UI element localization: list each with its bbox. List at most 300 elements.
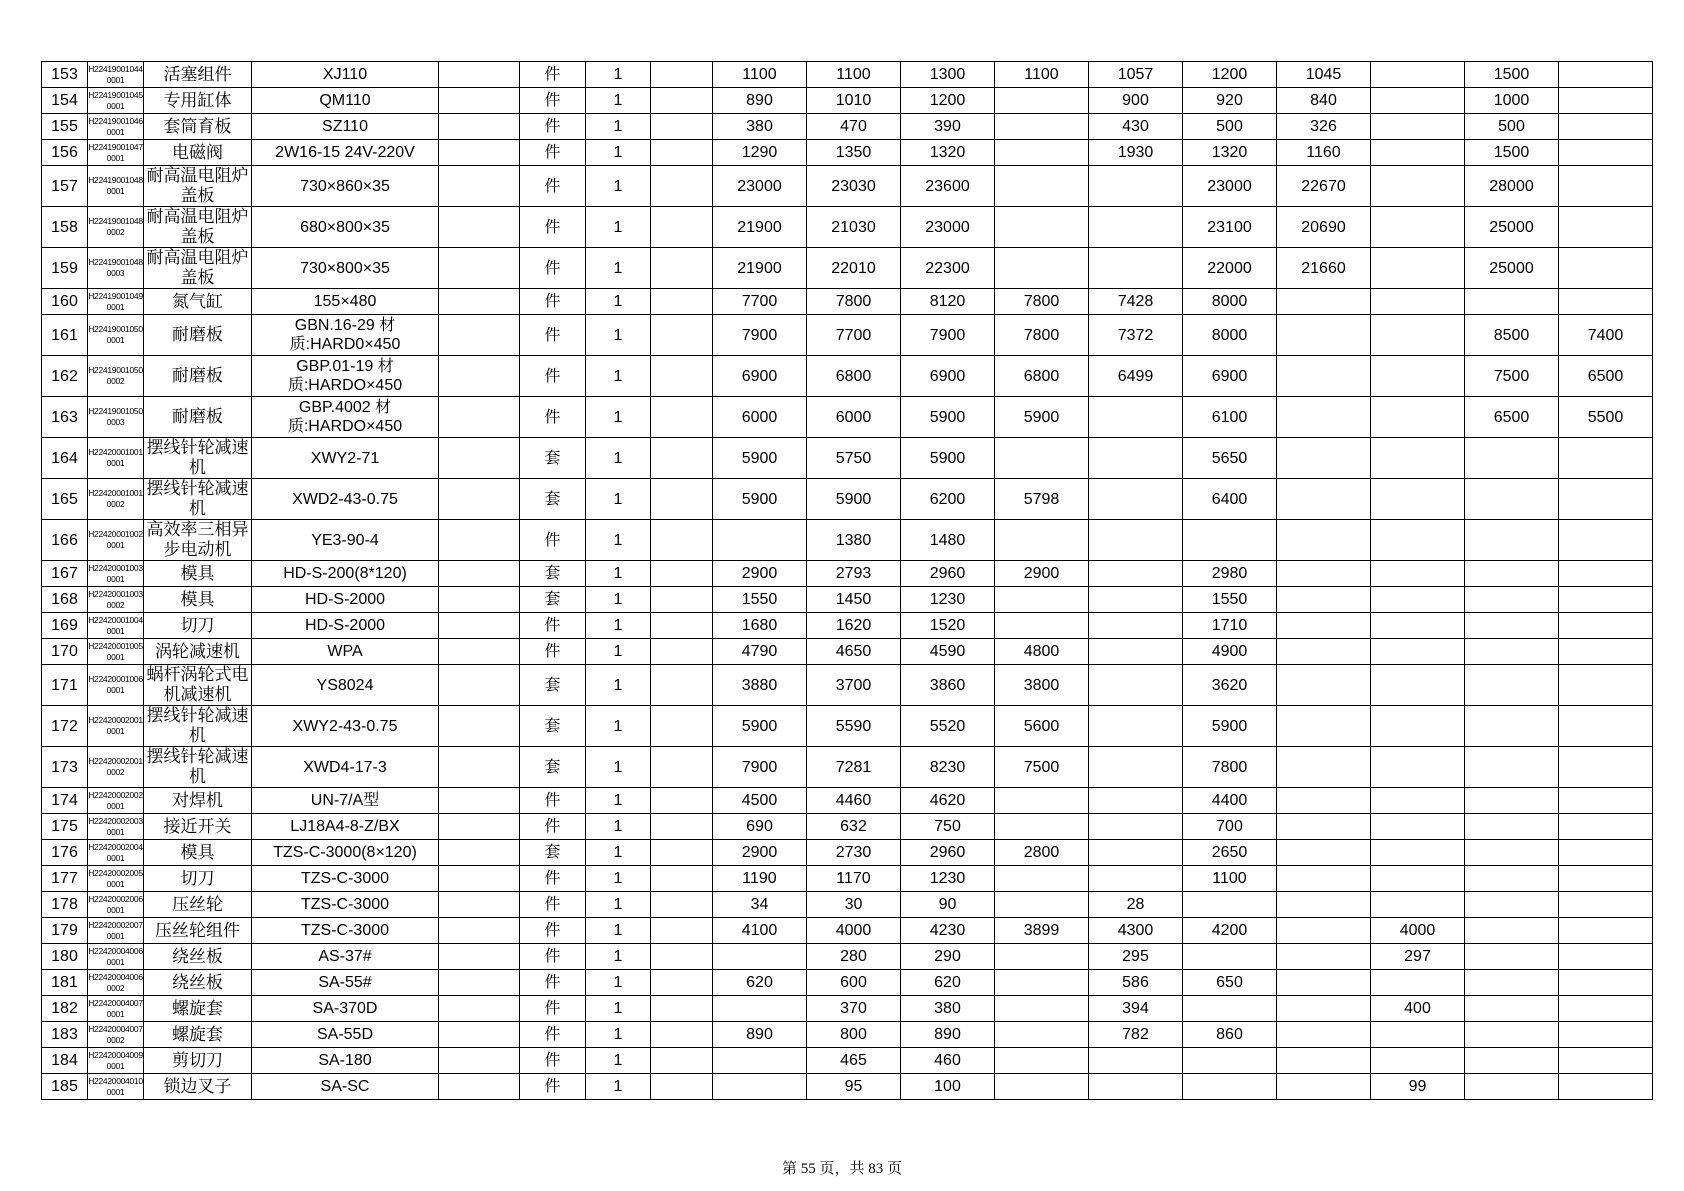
table-row bbox=[42, 892, 1653, 918]
item-spec: QM110 bbox=[252, 88, 439, 114]
price-cell bbox=[1371, 665, 1465, 706]
item-spec: TZS-C-3000(8×120) bbox=[252, 840, 439, 866]
price-cell: 690 bbox=[713, 814, 807, 840]
item-name: 套筒育板 bbox=[144, 114, 252, 140]
item-name: 摆线针轮减速机 bbox=[144, 706, 252, 747]
price-cell bbox=[1277, 840, 1371, 866]
item-code: H224200010010002 bbox=[88, 479, 144, 520]
item-unit: 件 bbox=[520, 62, 586, 88]
price-cell: 7281 bbox=[807, 747, 901, 788]
item-name: 耐高温电阻炉盖板 bbox=[144, 248, 252, 289]
blank-cell bbox=[651, 207, 713, 248]
table-row bbox=[42, 248, 1653, 289]
price-cell: 1930 bbox=[1089, 140, 1183, 166]
price-cell: 22300 bbox=[901, 248, 995, 289]
price-cell bbox=[1277, 289, 1371, 315]
price-cell bbox=[1183, 996, 1277, 1022]
price-cell bbox=[1371, 747, 1465, 788]
price-cell bbox=[1559, 918, 1653, 944]
price-cell: 25000 bbox=[1465, 207, 1559, 248]
price-cell bbox=[1371, 814, 1465, 840]
price-cell: 600 bbox=[807, 970, 901, 996]
row-number: 182 bbox=[42, 996, 88, 1022]
item-spec: SA-55# bbox=[252, 970, 439, 996]
item-unit: 件 bbox=[520, 814, 586, 840]
blank-cell bbox=[651, 397, 713, 438]
price-cell bbox=[1183, 892, 1277, 918]
table-row bbox=[42, 788, 1653, 814]
price-cell bbox=[1277, 479, 1371, 520]
price-cell: 5900 bbox=[1183, 706, 1277, 747]
table-row bbox=[42, 1048, 1653, 1074]
price-cell bbox=[1089, 814, 1183, 840]
price-cell bbox=[995, 88, 1089, 114]
price-cell: 3700 bbox=[807, 665, 901, 706]
row-number: 184 bbox=[42, 1048, 88, 1074]
price-cell bbox=[1465, 520, 1559, 561]
price-cell: 5900 bbox=[713, 438, 807, 479]
price-cell: 290 bbox=[901, 944, 995, 970]
item-code: H224190010470001 bbox=[88, 140, 144, 166]
price-cell bbox=[1559, 1022, 1653, 1048]
price-cell bbox=[1277, 944, 1371, 970]
price-cell bbox=[713, 1074, 807, 1100]
item-spec: HD-S-200(8*120) bbox=[252, 561, 439, 587]
item-name: 螺旋套 bbox=[144, 1022, 252, 1048]
price-cell bbox=[1465, 665, 1559, 706]
table-row bbox=[42, 814, 1653, 840]
table-body bbox=[42, 62, 1653, 1100]
blank-cell bbox=[651, 88, 713, 114]
item-unit: 件 bbox=[520, 207, 586, 248]
price-cell: 4650 bbox=[807, 639, 901, 665]
price-cell bbox=[1277, 788, 1371, 814]
price-cell: 1710 bbox=[1183, 613, 1277, 639]
price-cell bbox=[995, 1022, 1089, 1048]
item-unit: 件 bbox=[520, 1022, 586, 1048]
price-cell bbox=[1371, 397, 1465, 438]
table-row bbox=[42, 840, 1653, 866]
price-cell: 370 bbox=[807, 996, 901, 1022]
price-cell: 23000 bbox=[901, 207, 995, 248]
table-row bbox=[42, 613, 1653, 639]
item-spec: SA-SC bbox=[252, 1074, 439, 1100]
price-cell: 782 bbox=[1089, 1022, 1183, 1048]
item-quantity: 1 bbox=[586, 140, 651, 166]
price-cell: 1500 bbox=[1465, 140, 1559, 166]
price-cell bbox=[1277, 639, 1371, 665]
row-number: 167 bbox=[42, 561, 88, 587]
item-spec: GBP.4002 材质:HARDO×450 bbox=[252, 397, 439, 438]
price-cell: 4230 bbox=[901, 918, 995, 944]
item-spec: AS-37# bbox=[252, 944, 439, 970]
item-quantity: 1 bbox=[586, 996, 651, 1022]
item-spec: SA-180 bbox=[252, 1048, 439, 1074]
price-cell bbox=[1183, 1074, 1277, 1100]
row-number: 160 bbox=[42, 289, 88, 315]
price-cell bbox=[1559, 1048, 1653, 1074]
item-name: 对焊机 bbox=[144, 788, 252, 814]
price-cell bbox=[1465, 866, 1559, 892]
price-cell: 1000 bbox=[1465, 88, 1559, 114]
item-quantity: 1 bbox=[586, 438, 651, 479]
price-cell: 326 bbox=[1277, 114, 1371, 140]
item-name: 压丝轮 bbox=[144, 892, 252, 918]
item-code: H224200040070002 bbox=[88, 1022, 144, 1048]
spec-note bbox=[439, 866, 520, 892]
price-cell bbox=[1465, 587, 1559, 613]
table-row bbox=[42, 1074, 1653, 1100]
price-cell: 1450 bbox=[807, 587, 901, 613]
price-cell bbox=[1559, 520, 1653, 561]
price-cell bbox=[1559, 970, 1653, 996]
price-cell: 470 bbox=[807, 114, 901, 140]
item-spec: 2W16-15 24V-220V bbox=[252, 140, 439, 166]
item-code: H224200020070001 bbox=[88, 918, 144, 944]
price-cell bbox=[1183, 944, 1277, 970]
price-cell: 95 bbox=[807, 1074, 901, 1100]
price-cell: 1045 bbox=[1277, 62, 1371, 88]
price-cell: 5900 bbox=[995, 397, 1089, 438]
price-cell: 700 bbox=[1183, 814, 1277, 840]
price-cell: 5798 bbox=[995, 479, 1089, 520]
price-cell: 5590 bbox=[807, 706, 901, 747]
price-cell bbox=[1559, 665, 1653, 706]
item-name: 电磁阀 bbox=[144, 140, 252, 166]
table-row bbox=[42, 479, 1653, 520]
price-cell: 5900 bbox=[901, 438, 995, 479]
price-cell: 6900 bbox=[1183, 356, 1277, 397]
price-cell: 25000 bbox=[1465, 248, 1559, 289]
price-cell bbox=[1465, 840, 1559, 866]
price-cell: 5600 bbox=[995, 706, 1089, 747]
price-cell bbox=[995, 140, 1089, 166]
item-name: 活塞组件 bbox=[144, 62, 252, 88]
item-unit: 件 bbox=[520, 970, 586, 996]
price-cell bbox=[995, 996, 1089, 1022]
price-cell bbox=[1371, 207, 1465, 248]
blank-cell bbox=[651, 665, 713, 706]
item-code: H224200010030001 bbox=[88, 561, 144, 587]
price-cell bbox=[1559, 207, 1653, 248]
price-cell: 1160 bbox=[1277, 140, 1371, 166]
item-code: H224200010010001 bbox=[88, 438, 144, 479]
price-cell bbox=[1559, 248, 1653, 289]
price-cell bbox=[995, 944, 1089, 970]
price-cell bbox=[1371, 587, 1465, 613]
item-name: 模具 bbox=[144, 587, 252, 613]
blank-cell bbox=[651, 814, 713, 840]
item-spec: 155×480 bbox=[252, 289, 439, 315]
table-row bbox=[42, 62, 1653, 88]
row-number: 162 bbox=[42, 356, 88, 397]
price-cell bbox=[1559, 613, 1653, 639]
price-cell: 7700 bbox=[713, 289, 807, 315]
price-cell: 3860 bbox=[901, 665, 995, 706]
price-cell: 1190 bbox=[713, 866, 807, 892]
price-cell: 2793 bbox=[807, 561, 901, 587]
item-quantity: 1 bbox=[586, 166, 651, 207]
spec-note bbox=[439, 207, 520, 248]
blank-cell bbox=[651, 706, 713, 747]
price-cell: 7800 bbox=[1183, 747, 1277, 788]
blank-cell bbox=[651, 788, 713, 814]
price-cell: 586 bbox=[1089, 970, 1183, 996]
price-cell bbox=[1277, 918, 1371, 944]
price-cell bbox=[1465, 561, 1559, 587]
price-cell: 30 bbox=[807, 892, 901, 918]
item-name: 切刀 bbox=[144, 866, 252, 892]
price-cell bbox=[1559, 438, 1653, 479]
price-cell: 920 bbox=[1183, 88, 1277, 114]
price-cell bbox=[1465, 639, 1559, 665]
price-cell bbox=[1089, 248, 1183, 289]
row-number: 168 bbox=[42, 587, 88, 613]
item-name: 耐磨板 bbox=[144, 356, 252, 397]
item-unit: 件 bbox=[520, 1048, 586, 1074]
item-name: 专用缸体 bbox=[144, 88, 252, 114]
price-cell: 7500 bbox=[995, 747, 1089, 788]
spec-note bbox=[439, 639, 520, 665]
row-number: 159 bbox=[42, 248, 88, 289]
blank-cell bbox=[651, 1022, 713, 1048]
item-code: H224200010040001 bbox=[88, 613, 144, 639]
item-unit: 件 bbox=[520, 613, 586, 639]
price-cell bbox=[1089, 747, 1183, 788]
price-cell: 21660 bbox=[1277, 248, 1371, 289]
item-quantity: 1 bbox=[586, 788, 651, 814]
price-cell: 4400 bbox=[1183, 788, 1277, 814]
blank-cell bbox=[651, 140, 713, 166]
item-unit: 件 bbox=[520, 248, 586, 289]
table-row bbox=[42, 747, 1653, 788]
item-unit: 件 bbox=[520, 944, 586, 970]
price-cell: 23100 bbox=[1183, 207, 1277, 248]
row-number: 155 bbox=[42, 114, 88, 140]
price-cell: 1620 bbox=[807, 613, 901, 639]
price-cell bbox=[995, 892, 1089, 918]
price-cell: 1290 bbox=[713, 140, 807, 166]
price-cell bbox=[1371, 356, 1465, 397]
row-number: 176 bbox=[42, 840, 88, 866]
price-cell: 22000 bbox=[1183, 248, 1277, 289]
price-cell: 1300 bbox=[901, 62, 995, 88]
price-cell: 6100 bbox=[1183, 397, 1277, 438]
price-cell: 2960 bbox=[901, 840, 995, 866]
price-cell bbox=[1277, 892, 1371, 918]
price-cell bbox=[1089, 520, 1183, 561]
price-cell bbox=[1371, 840, 1465, 866]
price-cell bbox=[713, 520, 807, 561]
price-cell bbox=[995, 788, 1089, 814]
row-number: 175 bbox=[42, 814, 88, 840]
price-cell bbox=[1371, 1022, 1465, 1048]
item-code: H224200020040001 bbox=[88, 840, 144, 866]
item-unit: 件 bbox=[520, 788, 586, 814]
price-cell: 4000 bbox=[1371, 918, 1465, 944]
price-cell: 22670 bbox=[1277, 166, 1371, 207]
blank-cell bbox=[651, 166, 713, 207]
price-cell bbox=[1183, 1048, 1277, 1074]
price-cell bbox=[995, 207, 1089, 248]
item-quantity: 1 bbox=[586, 1074, 651, 1100]
blank-cell bbox=[651, 918, 713, 944]
item-unit: 件 bbox=[520, 918, 586, 944]
price-cell: 99 bbox=[1371, 1074, 1465, 1100]
price-cell bbox=[1277, 814, 1371, 840]
price-cell bbox=[1277, 613, 1371, 639]
row-number: 185 bbox=[42, 1074, 88, 1100]
item-quantity: 1 bbox=[586, 207, 651, 248]
blank-cell bbox=[651, 613, 713, 639]
price-cell: 394 bbox=[1089, 996, 1183, 1022]
spec-note bbox=[439, 315, 520, 356]
item-name: 耐磨板 bbox=[144, 315, 252, 356]
price-cell: 20690 bbox=[1277, 207, 1371, 248]
spec-note bbox=[439, 356, 520, 397]
price-cell: 380 bbox=[901, 996, 995, 1022]
price-cell: 2980 bbox=[1183, 561, 1277, 587]
price-cell bbox=[1277, 315, 1371, 356]
price-cell bbox=[1183, 520, 1277, 561]
item-code: H224200020020001 bbox=[88, 788, 144, 814]
price-cell bbox=[1559, 944, 1653, 970]
item-quantity: 1 bbox=[586, 866, 651, 892]
table-row bbox=[42, 944, 1653, 970]
price-cell: 1200 bbox=[1183, 62, 1277, 88]
item-quantity: 1 bbox=[586, 315, 651, 356]
price-cell: 7372 bbox=[1089, 315, 1183, 356]
price-cell bbox=[1559, 166, 1653, 207]
item-unit: 套 bbox=[520, 479, 586, 520]
item-name: 高效率三相异步电动机 bbox=[144, 520, 252, 561]
price-cell: 1500 bbox=[1465, 62, 1559, 88]
price-cell bbox=[1089, 866, 1183, 892]
spec-note bbox=[439, 62, 520, 88]
price-cell bbox=[995, 114, 1089, 140]
price-cell: 5500 bbox=[1559, 397, 1653, 438]
price-cell: 1200 bbox=[901, 88, 995, 114]
item-unit: 套 bbox=[520, 840, 586, 866]
price-cell: 7900 bbox=[901, 315, 995, 356]
price-cell bbox=[1465, 944, 1559, 970]
row-number: 156 bbox=[42, 140, 88, 166]
row-number: 183 bbox=[42, 1022, 88, 1048]
price-cell: 297 bbox=[1371, 944, 1465, 970]
blank-cell bbox=[651, 892, 713, 918]
price-cell bbox=[713, 1048, 807, 1074]
price-cell: 23000 bbox=[713, 166, 807, 207]
price-cell bbox=[1371, 706, 1465, 747]
price-cell bbox=[995, 1074, 1089, 1100]
item-code: H224200020010002 bbox=[88, 747, 144, 788]
price-cell: 1100 bbox=[1183, 866, 1277, 892]
price-cell bbox=[1089, 397, 1183, 438]
spec-note bbox=[439, 814, 520, 840]
price-cell bbox=[1559, 114, 1653, 140]
price-cell bbox=[1465, 289, 1559, 315]
spec-note bbox=[439, 397, 520, 438]
price-cell bbox=[1559, 479, 1653, 520]
spec-note bbox=[439, 944, 520, 970]
price-cell bbox=[1559, 706, 1653, 747]
price-cell: 6200 bbox=[901, 479, 995, 520]
row-number: 163 bbox=[42, 397, 88, 438]
spec-note bbox=[439, 747, 520, 788]
blank-cell bbox=[651, 944, 713, 970]
price-cell: 4790 bbox=[713, 639, 807, 665]
price-cell: 4620 bbox=[901, 788, 995, 814]
price-cell bbox=[1089, 561, 1183, 587]
price-cell: 1320 bbox=[1183, 140, 1277, 166]
item-quantity: 1 bbox=[586, 356, 651, 397]
table-row bbox=[42, 639, 1653, 665]
blank-cell bbox=[651, 438, 713, 479]
price-cell bbox=[1559, 788, 1653, 814]
price-cell: 6500 bbox=[1465, 397, 1559, 438]
blank-cell bbox=[651, 315, 713, 356]
price-cell: 465 bbox=[807, 1048, 901, 1074]
item-spec: LJ18A4-8-Z/BX bbox=[252, 814, 439, 840]
blank-cell bbox=[651, 520, 713, 561]
page-footer: 第 55 页，共 83 页 bbox=[781, 1161, 902, 1177]
price-cell: 800 bbox=[807, 1022, 901, 1048]
item-name: 蜗杆涡轮式电机减速机 bbox=[144, 665, 252, 706]
price-cell: 6900 bbox=[901, 356, 995, 397]
price-cell: 5900 bbox=[713, 706, 807, 747]
item-unit: 件 bbox=[520, 1074, 586, 1100]
item-spec: XJ110 bbox=[252, 62, 439, 88]
item-quantity: 1 bbox=[586, 587, 651, 613]
price-cell: 890 bbox=[901, 1022, 995, 1048]
price-cell: 890 bbox=[713, 88, 807, 114]
price-cell bbox=[1559, 747, 1653, 788]
row-number: 173 bbox=[42, 747, 88, 788]
price-cell: 100 bbox=[901, 1074, 995, 1100]
spec-note bbox=[439, 840, 520, 866]
item-spec: XWD2-43-0.75 bbox=[252, 479, 439, 520]
price-cell: 5520 bbox=[901, 706, 995, 747]
price-cell bbox=[1089, 788, 1183, 814]
price-cell: 2730 bbox=[807, 840, 901, 866]
price-cell: 8000 bbox=[1183, 315, 1277, 356]
item-quantity: 1 bbox=[586, 88, 651, 114]
item-quantity: 1 bbox=[586, 114, 651, 140]
price-cell bbox=[995, 438, 1089, 479]
table-row bbox=[42, 520, 1653, 561]
item-name: 模具 bbox=[144, 840, 252, 866]
price-cell bbox=[995, 1048, 1089, 1074]
price-cell: 4200 bbox=[1183, 918, 1277, 944]
row-number: 154 bbox=[42, 88, 88, 114]
row-number: 174 bbox=[42, 788, 88, 814]
table-row bbox=[42, 996, 1653, 1022]
price-cell: 1100 bbox=[713, 62, 807, 88]
price-cell bbox=[1089, 1048, 1183, 1074]
price-cell bbox=[1465, 747, 1559, 788]
item-quantity: 1 bbox=[586, 561, 651, 587]
table-row bbox=[42, 587, 1653, 613]
price-cell bbox=[1559, 140, 1653, 166]
price-cell bbox=[1089, 166, 1183, 207]
table-row bbox=[42, 140, 1653, 166]
price-cell: 620 bbox=[713, 970, 807, 996]
price-cell: 5900 bbox=[901, 397, 995, 438]
table-row bbox=[42, 1022, 1653, 1048]
item-code: H224200040060002 bbox=[88, 970, 144, 996]
item-code: H224190010500003 bbox=[88, 397, 144, 438]
row-number: 161 bbox=[42, 315, 88, 356]
